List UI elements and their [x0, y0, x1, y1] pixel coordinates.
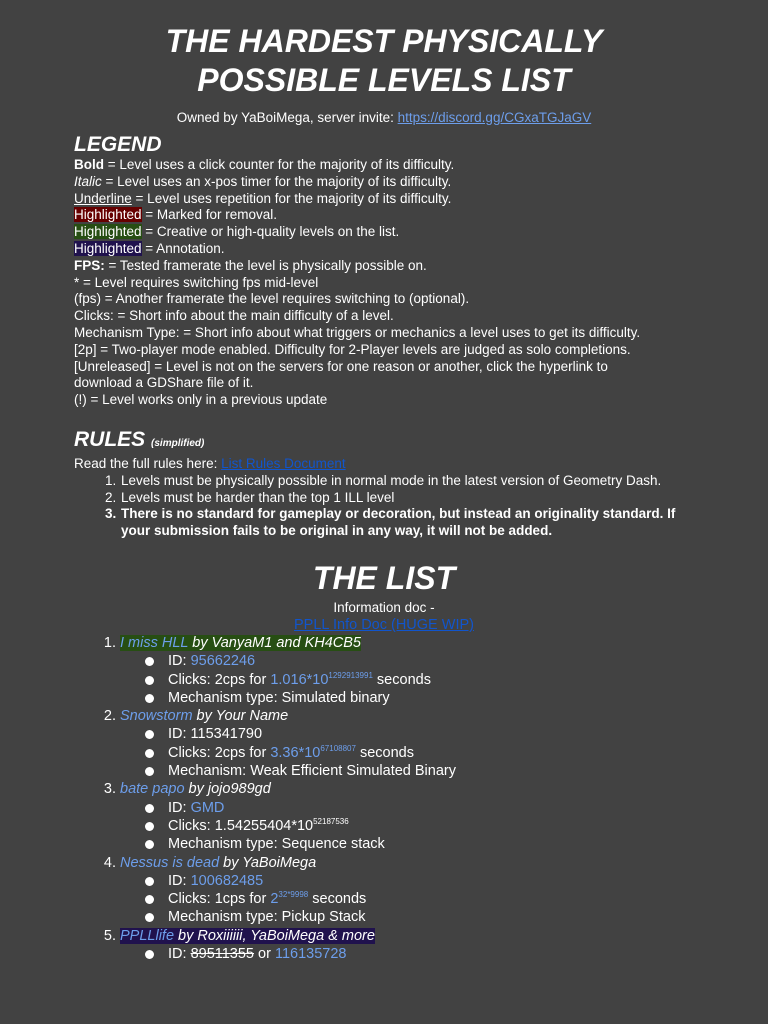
level-mechanism: Mechanism type: Simulated binary: [166, 689, 694, 707]
title-line-2: POSSIBLE LEVELS LIST: [197, 62, 571, 98]
owner-line: [74, 110, 694, 126]
level-clicks: Clicks: $1.54255404*10^{52187536}$: [166, 817, 694, 835]
rule-item: 3. There is no standard for gameplay or decoration, but instead an originality standard. If your submission fails to be original in any way, it will not be added.: [120, 506, 694, 540]
level-name-link[interactable]: I miss HLL: [120, 634, 189, 651]
level-id: ID: 115341790: [166, 725, 694, 743]
legend-highlight-green: Highlighted = Creative or high-quality levels on the list.: [74, 224, 400, 240]
level-name-link[interactable]: Nessus is dead: [120, 854, 220, 871]
level-title: bate papo by jojo989gd: [120, 781, 271, 798]
discord-invite-link[interactable]: https://discord.gg/CGxaTGJaGV: [397, 110, 592, 125]
rules-list: [74, 473, 694, 540]
owner-text: Owned by YaBoiMega, server invite:: [176, 110, 398, 125]
level-title: Snowstorm by Your Name: [120, 708, 289, 725]
level-item: [120, 634, 694, 707]
legend-fps-paren: (fps) = Another framerate the level requires switching to (optional).: [74, 291, 470, 307]
rules-document-link[interactable]: List Rules Document: [221, 455, 346, 471]
legend-fps: FPS: = Tested framerate the level is physically possible on.: [74, 257, 427, 273]
level-item: [120, 927, 694, 964]
legend-underline: Underline = Level uses repetition for the majority of its difficulty.: [74, 190, 452, 206]
level-id-link[interactable]: 100682485: [190, 872, 264, 889]
legend-unreleased-1: [Unreleased] = Level is not on the servers for one reason or another, click the hyperlink to: [74, 358, 608, 374]
level-id-old: 89511355: [190, 945, 254, 962]
level-clicks: Clicks: 2cps for $1.016*10^{1292913991}$ seconds: [166, 671, 694, 689]
legend-highlight-red: Highlighted = Marked for removal.: [74, 207, 277, 223]
legend-unreleased-2: download a GDShare file of it.: [74, 375, 254, 391]
level-id-link[interactable]: 95662246: [190, 653, 256, 670]
legend-highlight-blue: Highlighted = Annotation.: [74, 240, 225, 256]
level-clicks: Clicks: 1cps for $2^{32*9998}$ seconds: [166, 890, 694, 908]
level-clicks: Clicks: 2cps for $3.36*10^{67108807}$ seconds: [166, 744, 694, 762]
legend-star: * = Level requires switching fps mid-level: [74, 274, 319, 290]
level-name-link[interactable]: Snowstorm: [120, 708, 193, 725]
level-details: [120, 872, 694, 927]
level-details: [120, 945, 694, 963]
level-details: [120, 725, 694, 780]
legend-previous-update: (!) = Level works only in a previous update: [74, 392, 328, 408]
info-doc-line: [74, 616, 694, 634]
info-doc-link[interactable]: PPLL Info Doc (HUGE WIP): [294, 616, 474, 633]
level-id-link[interactable]: GMD: [190, 799, 225, 816]
rules-read-line: Read the full rules here: List Rules Document: [74, 455, 346, 471]
legend-mechanism: Mechanism Type: = Short info about what triggers or mechanics a level uses to get its difficulty.: [74, 324, 641, 340]
level-title: I miss HLL by VanyaM1 and KH4CB5: [120, 634, 361, 651]
level-id: ID: 95662246: [166, 652, 694, 670]
level-name-link[interactable]: bate papo: [120, 781, 185, 798]
level-item: [120, 854, 694, 927]
level-id: ID: 100682485: [166, 872, 694, 890]
levels-list: [74, 634, 694, 963]
info-doc-text: Information doc -: [333, 599, 435, 615]
level-id: ID: 89511355 or 116135728: [166, 945, 694, 963]
legend-list: [74, 157, 694, 409]
list-heading: THE LIST: [312, 559, 456, 596]
level-mechanism: Mechanism type: Sequence stack: [166, 835, 694, 853]
level-title: PPLLlife by Roxiiiiii, YaBoiMega & more: [120, 927, 375, 944]
level-item: [120, 780, 694, 853]
rule-item: 1. Levels must be physically possible in normal mode in the latest version of Geometry Dash.: [120, 473, 694, 490]
rules-heading-note: (simplified): [151, 437, 205, 449]
title-line-1: THE HARDEST PHYSICALLY: [165, 23, 603, 59]
rule-item: 2. Levels must be harder than the top 1 ILL level: [120, 490, 694, 507]
legend-clicks: Clicks: = Short info about the main difficulty of a level.: [74, 308, 394, 324]
page-title: [74, 22, 694, 100]
legend-bold: Bold = Level uses a click counter for the majority of its difficulty.: [74, 157, 455, 172]
legend-italic: Italic = Level uses an x-pos timer for the majority of its difficulty.: [74, 173, 452, 189]
level-id-link[interactable]: 116135728: [274, 945, 347, 962]
legend-2p: [2p] = Two-player mode enabled. Difficulty for 2-Player levels are judged as solo completions.: [74, 341, 631, 357]
level-name-link[interactable]: PPLLlife: [120, 927, 175, 944]
legend-heading: LEGEND: [74, 133, 162, 156]
level-mechanism: Mechanism type: Pickup Stack: [166, 908, 694, 926]
level-mechanism: Mechanism: Weak Efficient Simulated Binary: [166, 762, 694, 780]
rules-heading: RULES (simplified): [74, 427, 205, 451]
level-id: ID: GMD: [166, 799, 694, 817]
level-item: [120, 707, 694, 780]
level-details: [120, 652, 694, 707]
level-title: Nessus is dead by YaBoiMega: [120, 854, 317, 871]
level-details: [120, 799, 694, 854]
